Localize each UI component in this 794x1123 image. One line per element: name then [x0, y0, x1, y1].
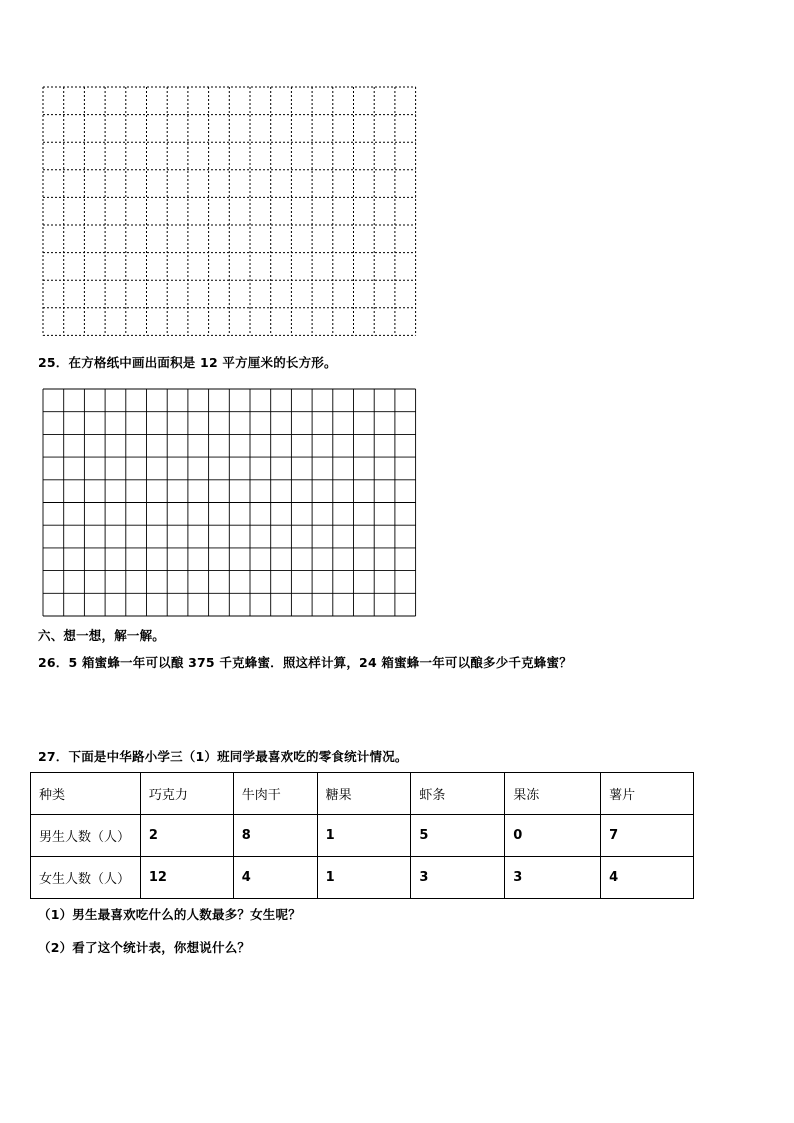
snack-statistics-table	[30, 772, 694, 899]
table-cell: 1	[317, 815, 411, 857]
table-cell: 3	[505, 857, 601, 899]
row-label: 女生人数（人）	[31, 857, 141, 899]
section-6-heading: 六、想一想，解一解。	[38, 628, 166, 643]
table-cell: 3	[411, 857, 505, 899]
solid-grid-paper[interactable]	[42, 388, 418, 618]
table-cell: 4	[233, 857, 317, 899]
question-26: 26．5 箱蜜蜂一年可以酿 375 千克蜂蜜．照这样计算，24 箱蜜蜂一年可以酿多少千克蜂蜜？	[38, 655, 572, 670]
header-cell: 果冻	[505, 773, 601, 815]
question-27-sub2: （2）看了这个统计表，你想说什么？	[38, 940, 251, 955]
header-cell: 虾条	[411, 773, 505, 815]
header-cell: 糖果	[317, 773, 411, 815]
table-cell: 4	[601, 857, 694, 899]
table-header-row	[31, 773, 694, 815]
header-cell: 巧克力	[140, 773, 233, 815]
row-label: 男生人数（人）	[31, 815, 141, 857]
table-row-boys	[31, 815, 694, 857]
table-cell: 7	[601, 815, 694, 857]
table-cell: 0	[505, 815, 601, 857]
header-cell: 种类	[31, 773, 141, 815]
table-cell: 2	[140, 815, 233, 857]
table-cell: 1	[317, 857, 411, 899]
table-row-girls	[31, 857, 694, 899]
table-cell: 8	[233, 815, 317, 857]
question-27-intro: 27．下面是中华路小学三（1）班同学最喜欢吃的零食统计情况。	[38, 749, 408, 764]
question-25: 25．在方格纸中画出面积是 12 平方厘米的长方形。	[38, 355, 337, 370]
header-cell: 薯片	[601, 773, 694, 815]
question-27-sub1: （1）男生最喜欢吃什么的人数最多？女生呢？	[38, 907, 301, 922]
table-cell: 5	[411, 815, 505, 857]
table-cell: 12	[140, 857, 233, 899]
dashed-grid-paper	[42, 86, 418, 338]
header-cell: 牛肉干	[233, 773, 317, 815]
